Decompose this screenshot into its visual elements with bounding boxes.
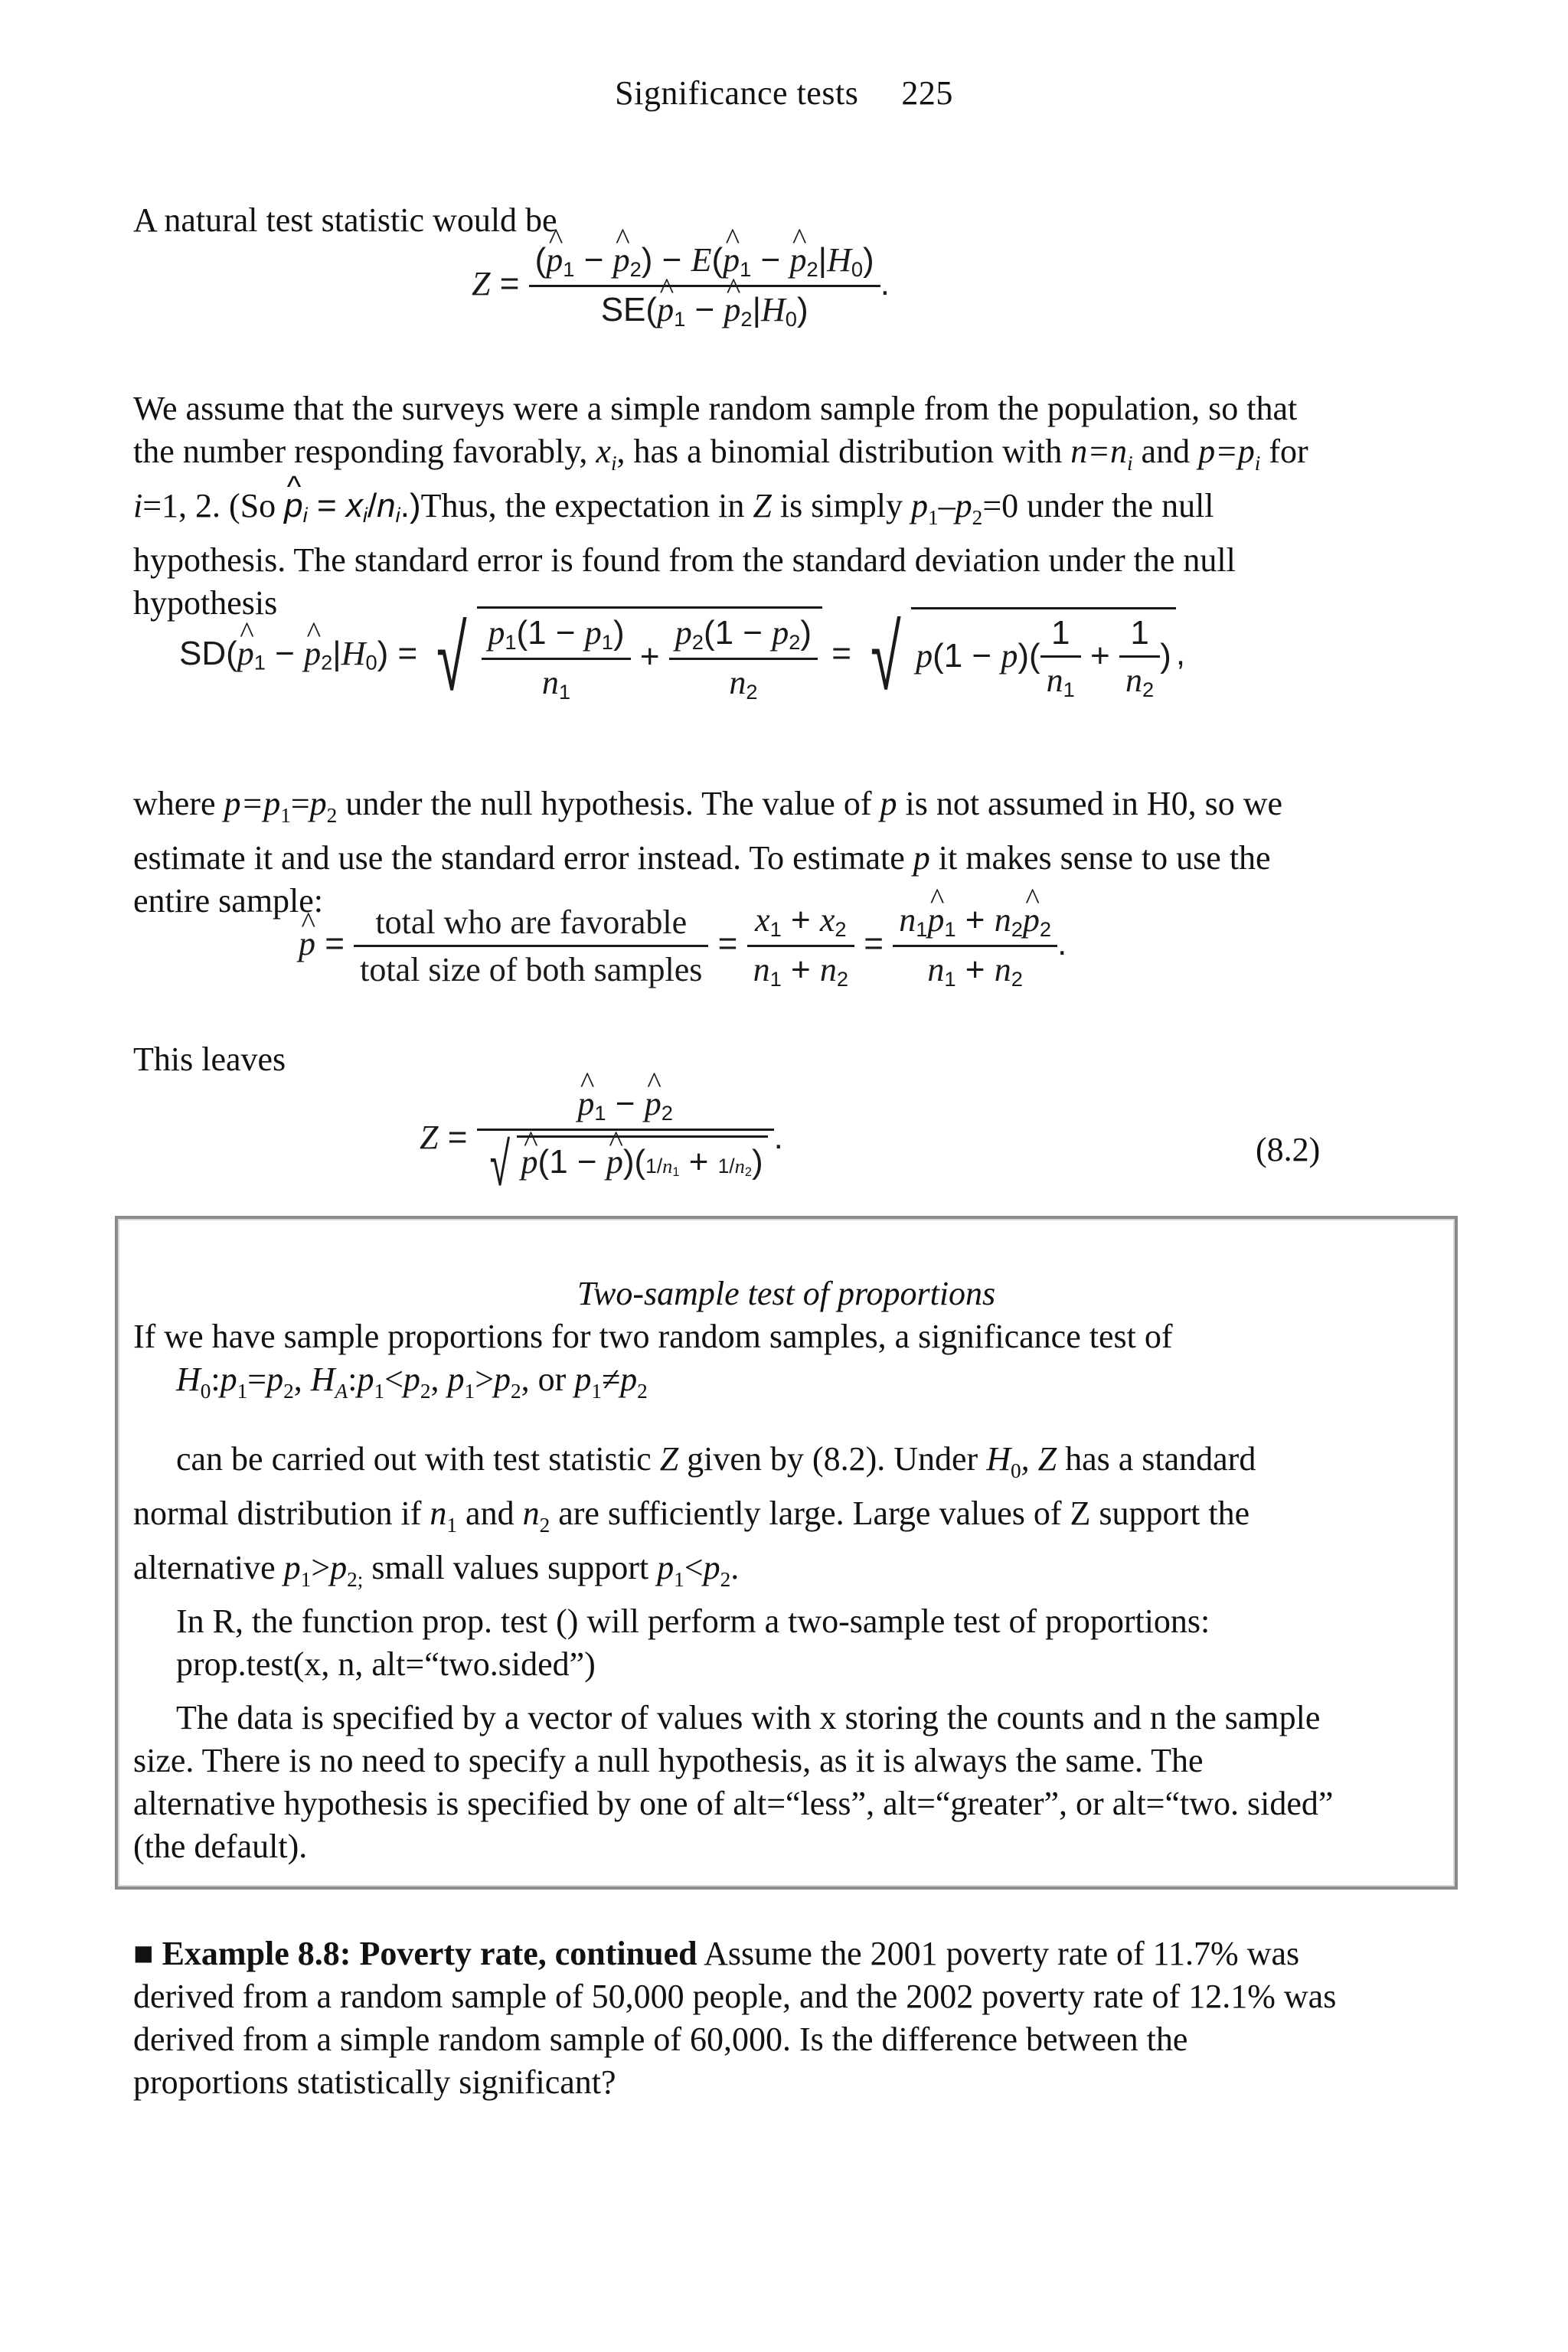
box-para-line2: normal distribution if $n_1$ and $n_2$ are sufficiently large. Large values of Z support the [133,1494,1250,1537]
equation-z-definition: Z = $\frac{(\^{} p_1 - \^{} p_2) - E(\^{} p_1 - \^{} p_2|H_0)}{SE(\^{} p_1 - \^{} p_2|H_0)}$ . [472,240,890,332]
para2-line1: where $p=p_1=p_2$ under the null hypothesis. The value of p is not assumed in H0, so we [133,785,1282,827]
header-title: Significance tests [615,74,859,112]
para1-line4: hypothesis. The standard error is found from the standard deviation under the null [133,541,1236,579]
equation-phat: ^ p = $\frac{\text{total who are favorable}}{\text{total size of both samples}}$ = $\frac{x_1 + x_2}{n_1 + n_2}$ = $\frac{n_1\^{} p_1 + n_2\^{} p_2}{n_1 + n_2}$ . [299,900,1067,991]
box-para-line1: can be carried out with test statistic Z given by (8.2). Under $H_0$, Z has a standard [176,1440,1256,1482]
para2-line2: estimate it and use the standard error instead. To estimate p it makes sense to use the [133,838,1271,877]
intro-text: A natural test statistic would be [133,201,557,239]
para1-line2: the number responding favorably, $x_i$, has a binomial distribution with $n=n_i$ and $p=p_i$ for [133,433,1308,475]
this-leaves-text: This leaves [133,1040,286,1078]
box-code-line: prop.test(x, n, alt=“two.sided”) [176,1645,596,1684]
example-paragraph [133,1932,1442,2104]
box-paragraph-test [133,1438,1442,1686]
box-data-line1: The data is specified by a vector of values with x storing the counts and n the sample [176,1699,1321,1736]
box-data-line2: size. There is no need to specify a null hypothesis, as it is always the same. The [133,1742,1204,1779]
para1-line5: hypothesis [133,583,278,622]
equation-number: (8.2) [1256,1131,1321,1168]
example-title: Example 8.8: Poverty rate, continued [162,1935,697,1972]
box-title: Two-sample test of proportions [577,1275,996,1312]
box-data-line4: (the default). [133,1828,308,1865]
para1-line1: We assume that the surveys were a simple random sample from the population, so that [133,390,1298,427]
para1-line3: i=1, 2. (So ^ $p_i$ = $x_i/n_i.)Thus$, the expectation in Z is simply $p_1-p_2=0$ under the null [133,485,1442,539]
box-hypotheses: $H_0:p_1=p_2$, $H_A:p_1<p_2$, $p_1>p_2$, or $p_1\ne p_2$ [176,1361,648,1403]
paragraph-binomial [133,387,1442,625]
para2-line3: entire sample: [133,881,324,920]
box-data-line3: alternative hypothesis is specified by one of alt=“less”, alt=“greater”, or alt=“two. sided” [133,1785,1334,1822]
equation-sd: SD(^ $p_1$ − ^ $p_2|H_0$) = √ $\frac{p_1(1 - p_1)}{n_1}$ + $\frac{p_2(1 - p_2)}{n_2}$ = √ p(1 − p)( $\frac{1}{n_1}$ + $\frac{1}{n_2}$ ), [179,606,1185,704]
page-number: 225 [901,74,953,112]
box-para-line3: alternative $p_1>p_{2;}$ small values support $p_1<p_2$. [133,1548,740,1591]
example-line4: proportions statistically significant? [133,2063,616,2101]
example-line1: ■ Example 8.8: Poverty rate, continued Assume the 2001 poverty rate of 11.7% was [133,1935,1300,1972]
bullet-icon: ■ [133,1935,154,1972]
example-line2: derived from a random sample of 50,000 people, and the 2002 poverty rate of 12.1% was [133,1978,1337,2015]
box-para-line4: In R, the function prop. test () will perform a two-sample test of proportions: [176,1602,1210,1641]
box-paragraph-data [133,1697,1442,1868]
running-header [0,74,1568,113]
equation-8-2: Z = ^ $\frac{p_1 - \^{} p_2}{√\^{} p(1 - \^{} p)(1/n_1 + 1/n_2)}$ . [420,1084,783,1195]
box-intro-line: If we have sample proportions for two random samples, a significance test of [133,1318,1173,1355]
example-line3: derived from a simple random sample of 60,000. Is the difference between the [133,2020,1188,2058]
